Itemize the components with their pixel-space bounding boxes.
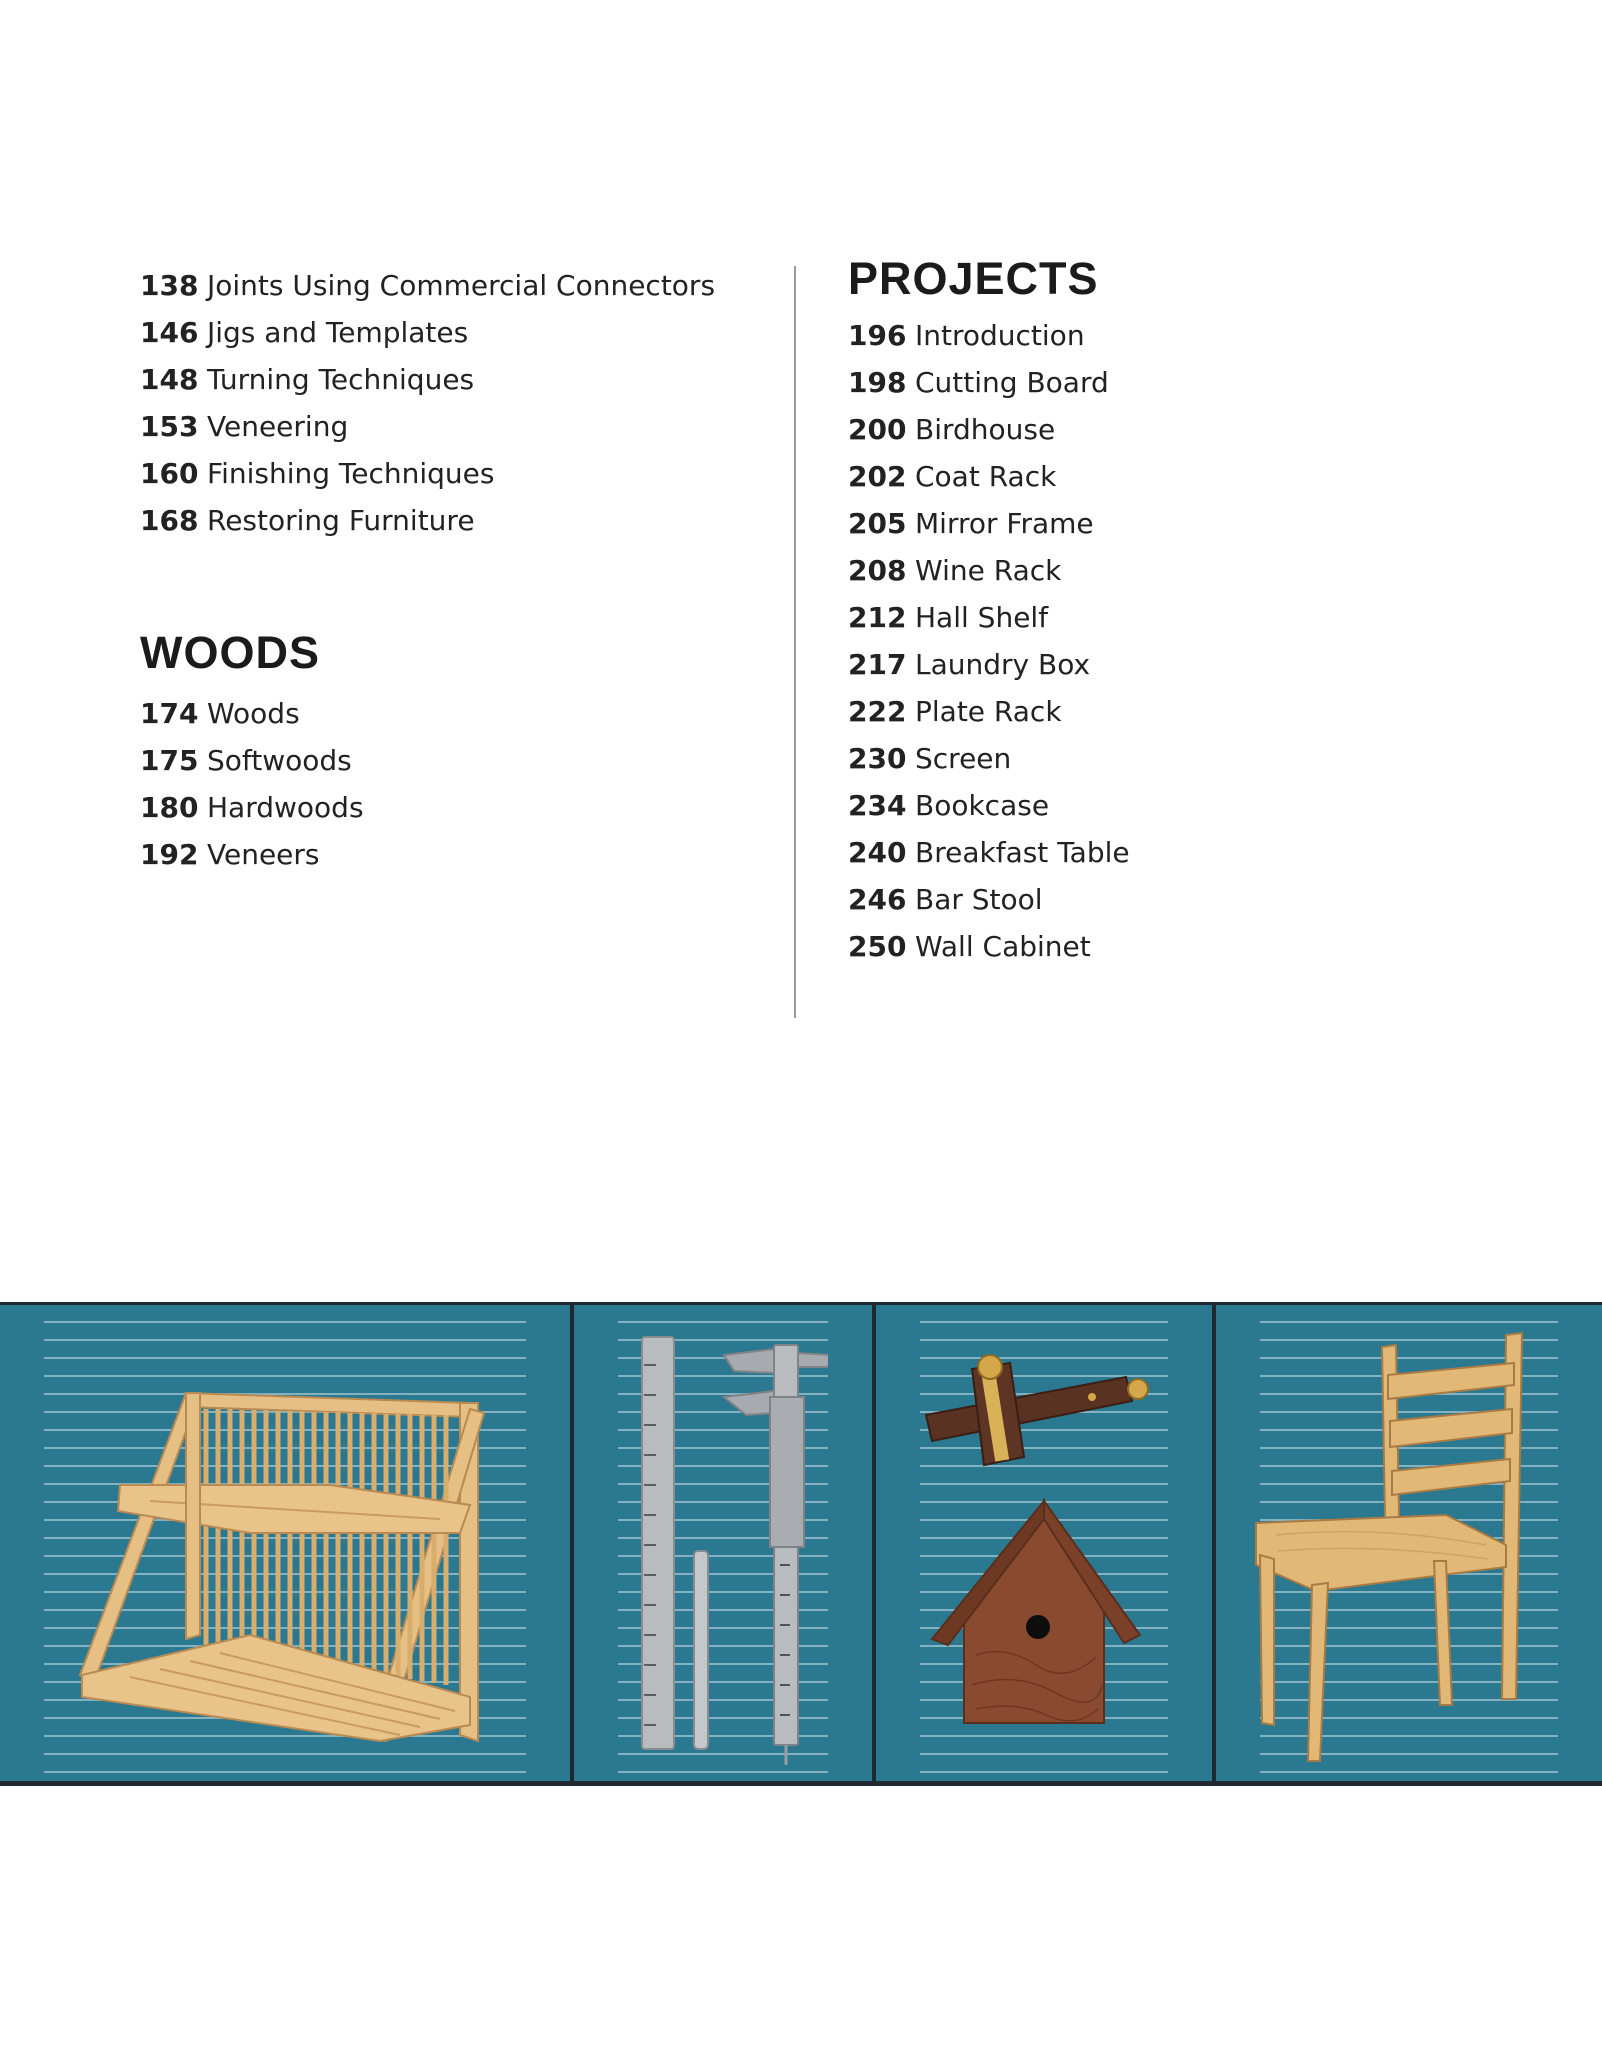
toc-entry[interactable]	[848, 359, 1488, 406]
toc-entry[interactable]	[140, 831, 780, 878]
toc-entry[interactable]	[140, 497, 780, 544]
ruler-caliper-illustration	[574, 1305, 872, 1781]
toc-entry[interactable]	[848, 547, 1488, 594]
toc-entry-title: Cutting Board	[915, 366, 1109, 399]
projects-entry-list	[848, 312, 1488, 970]
chair-illustration	[1216, 1305, 1602, 1781]
toc-entry[interactable]	[140, 309, 780, 356]
toc-page-number: 205	[848, 507, 907, 540]
toc-entry-title: Laundry Box	[915, 648, 1091, 681]
photo-strip	[0, 1302, 1602, 1786]
toc-page-number: 198	[848, 366, 907, 399]
marking-gauge-icon	[926, 1355, 1148, 1465]
small-ruler-icon	[694, 1551, 708, 1749]
toc-page-number: 234	[848, 789, 907, 822]
toc-entry[interactable]	[848, 453, 1488, 500]
toc-entry-title: Introduction	[915, 319, 1085, 352]
toc-entry[interactable]	[848, 782, 1488, 829]
toc-page-number: 175	[140, 744, 199, 777]
gauge-birdhouse-illustration	[876, 1305, 1212, 1781]
toc-entry[interactable]	[848, 312, 1488, 359]
plate-rack-illustration	[0, 1305, 570, 1781]
toc-page-number: 138	[140, 269, 199, 302]
toc-page-number: 250	[848, 930, 907, 963]
toc-page-number: 160	[140, 457, 199, 490]
toc-page-number: 192	[140, 838, 199, 871]
contents-left-column	[140, 262, 780, 878]
toc-page-number: 202	[848, 460, 907, 493]
toc-page-number: 153	[140, 410, 199, 443]
toc-page-number: 180	[140, 791, 199, 824]
projects-section-heading: PROJECTS	[848, 253, 1099, 304]
woods-entry-list	[140, 690, 780, 878]
toc-entry[interactable]	[140, 690, 780, 737]
toc-entry-title: Veneering	[207, 410, 349, 443]
measuring-tools-panel	[574, 1305, 872, 1781]
toc-entry-title: Finishing Techniques	[207, 457, 495, 490]
toc-entry[interactable]	[140, 737, 780, 784]
toc-page-number: 168	[140, 504, 199, 537]
toc-page-number: 212	[848, 601, 907, 634]
toc-entry-title: Birdhouse	[915, 413, 1056, 446]
toc-entry[interactable]	[140, 356, 780, 403]
left-top-entry-list	[140, 262, 780, 544]
toc-entry-title: Breakfast Table	[915, 836, 1130, 869]
toc-entry[interactable]	[140, 403, 780, 450]
toc-page-number: 246	[848, 883, 907, 916]
gauge-birdhouse-panel	[876, 1305, 1212, 1781]
toc-entry[interactable]	[848, 500, 1488, 547]
toc-entry-title: Turning Techniques	[207, 363, 475, 396]
toc-entry-title: Screen	[915, 742, 1012, 775]
toc-entry-title: Woods	[207, 697, 300, 730]
toc-entry[interactable]	[848, 406, 1488, 453]
woods-section-heading: WOODS	[140, 627, 320, 678]
toc-entry-title: Bar Stool	[915, 883, 1043, 916]
toc-entry-title: Plate Rack	[915, 695, 1062, 728]
toc-entry[interactable]	[848, 876, 1488, 923]
birdhouse-icon	[932, 1501, 1140, 1723]
toc-entry-title: Softwoods	[207, 744, 352, 777]
toc-entry-title: Restoring Furniture	[207, 504, 475, 537]
toc-entry-title: Wall Cabinet	[915, 930, 1091, 963]
toc-entry[interactable]	[140, 450, 780, 497]
toc-entry[interactable]	[848, 829, 1488, 876]
toc-entry-title: Coat Rack	[915, 460, 1057, 493]
toc-entry[interactable]	[140, 784, 780, 831]
toc-entry-title: Jigs and Templates	[207, 316, 469, 349]
toc-entry[interactable]	[848, 923, 1488, 970]
toc-page-number: 222	[848, 695, 907, 728]
toc-entry[interactable]	[848, 641, 1488, 688]
toc-entry-title: Joints Using Commercial Connectors	[207, 269, 716, 302]
toc-entry-title: Hall Shelf	[915, 601, 1049, 634]
steel-ruler-icon	[642, 1337, 674, 1749]
contents-right-column	[848, 253, 1488, 970]
toc-entry-title: Bookcase	[915, 789, 1050, 822]
toc-page-number: 240	[848, 836, 907, 869]
toc-entry[interactable]	[140, 262, 780, 309]
toc-entry[interactable]	[848, 594, 1488, 641]
toc-page-number: 146	[140, 316, 199, 349]
toc-entry-title: Hardwoods	[207, 791, 364, 824]
toc-entry-title: Mirror Frame	[915, 507, 1094, 540]
toc-entry-title: Wine Rack	[915, 554, 1062, 587]
toc-entry[interactable]	[848, 735, 1488, 782]
toc-page-number: 148	[140, 363, 199, 396]
toc-page-number: 217	[848, 648, 907, 681]
toc-page-number: 200	[848, 413, 907, 446]
toc-page-number: 208	[848, 554, 907, 587]
toc-entry-title: Veneers	[207, 838, 320, 871]
toc-page-number: 230	[848, 742, 907, 775]
toc-page-number: 174	[140, 697, 199, 730]
column-divider	[794, 266, 796, 1018]
toc-entry[interactable]	[848, 688, 1488, 735]
chair-panel	[1216, 1305, 1602, 1781]
plate-rack-panel	[0, 1305, 570, 1781]
toc-page-number: 196	[848, 319, 907, 352]
